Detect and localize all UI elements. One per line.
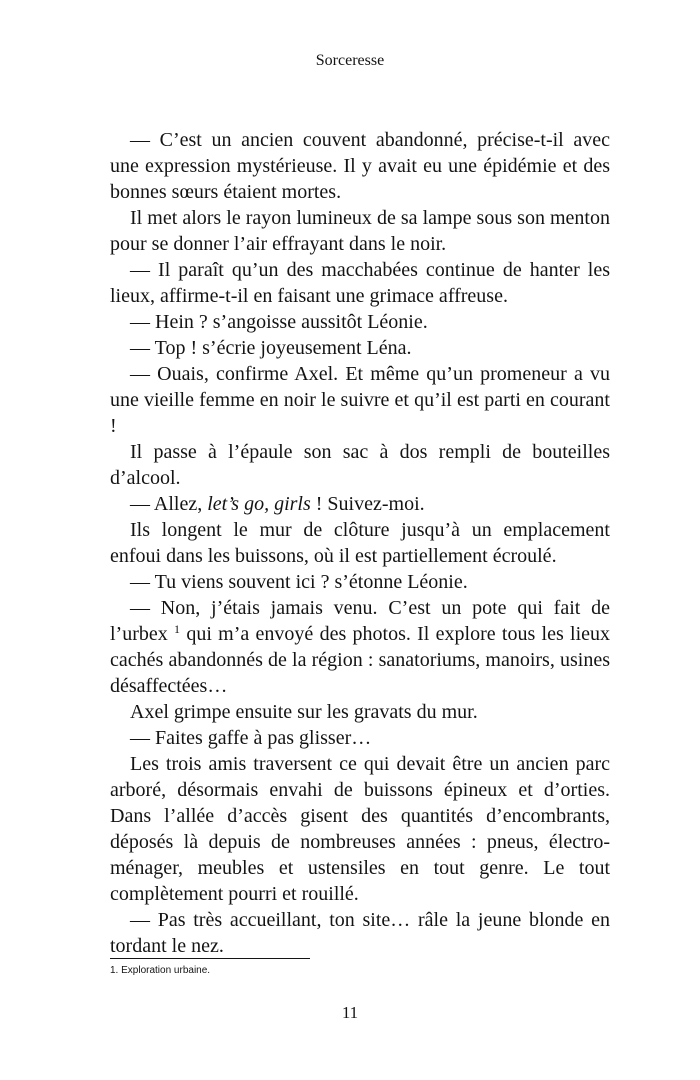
paragraph: — C’est un ancien couvent abandonné, précise-t-il avec une expression mystérieuse. Il y avait eu une épidémie et des bonnes sœurs étaient mortes.	[110, 129, 610, 203]
paragraph-with-italic	[110, 491, 610, 517]
footnote: 1. Exploration urbaine.	[110, 965, 211, 976]
footnote-divider	[110, 958, 310, 959]
paragraph: — Tu viens souvent ici ? s’étonne Léonie.	[130, 571, 468, 593]
paragraph: — Hein ? s’angoisse aussitôt Léonie.	[130, 311, 428, 333]
page-number: 11	[341, 1003, 359, 1022]
paragraph-text: — Allez,	[130, 493, 208, 515]
paragraph: Il passe à l’épaule son sac à dos rempli de bouteilles d’alcool.	[110, 441, 610, 489]
paragraph: — Faites gaffe à pas glisser…	[130, 727, 372, 749]
body-text	[110, 127, 610, 959]
italic-phrase: let’s go, girls	[207, 493, 311, 515]
footnote-reference: 1	[174, 622, 181, 636]
paragraph: Les trois amis traversent ce qui devait être un ancien parc arboré, désormais envahi de buissons épineux et d’orties. Dans l’allée d’accès gisent des quantités d’encombrants, déposés là depuis de nombreuses années : pneus, électro-ménager, meubles et ustensiles en tout genre. Le tout complètement pourri et rouillé.	[110, 753, 610, 905]
paragraph: — Top ! s’écrie joyeusement Léna.	[130, 337, 412, 359]
paragraph-text: qui m’a envoyé des photos. Il explore tous les lieux cachés abandonnés de la région : sanatoriums, manoirs, usines désaffectées…	[110, 623, 610, 697]
paragraph: — Pas très accueillant, ton site… râle la jeune blonde en tordant le nez.	[110, 909, 610, 957]
running-title: Sorceresse	[315, 52, 385, 69]
paragraph: Axel grimpe ensuite sur les gravats du mur.	[130, 701, 478, 723]
paragraph: — Il paraît qu’un des macchabées continue de hanter les lieux, affirme-t-il en faisant une grimace affreuse.	[110, 259, 610, 307]
paragraph-text: — Non, j’étais jamais venu. C’est un pote qui fait de l’urbex	[110, 597, 610, 645]
paragraph-text: ! Suivez-moi.	[310, 493, 425, 515]
paragraph-with-note	[110, 595, 610, 699]
paragraph: Ils longent le mur de clôture jusqu’à un emplacement enfoui dans les buissons, où il est partiellement écroulé.	[110, 519, 610, 567]
paragraph: — Ouais, confirme Axel. Et même qu’un promeneur a vu une vieille femme en noir le suivre et qu’il est parti en courant !	[110, 363, 610, 437]
paragraph: Il met alors le rayon lumineux de sa lampe sous son menton pour se donner l’air effrayant dans le noir.	[110, 207, 610, 255]
